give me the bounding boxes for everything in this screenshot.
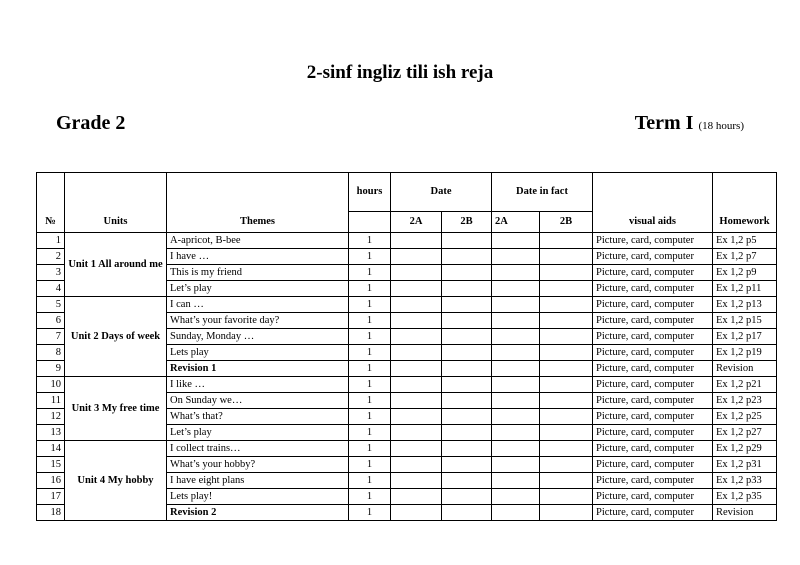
row-number: 12 bbox=[37, 409, 65, 425]
fact-2b-cell bbox=[540, 281, 593, 297]
date-2a-cell bbox=[391, 409, 442, 425]
date-2a-cell bbox=[391, 313, 442, 329]
row-number: 5 bbox=[37, 297, 65, 313]
date-2b-cell bbox=[442, 265, 492, 281]
fact-2b-cell bbox=[540, 361, 593, 377]
homework-cell: Ex 1,2 p31 bbox=[713, 457, 777, 473]
date-2a-cell bbox=[391, 457, 442, 473]
fact-2b-cell bbox=[540, 393, 593, 409]
homework-cell: Ex 1,2 p17 bbox=[713, 329, 777, 345]
date-2a-cell bbox=[391, 329, 442, 345]
theme-cell: Revision 2 bbox=[167, 505, 349, 521]
date-in-fact-header: Date in fact bbox=[492, 173, 593, 212]
row-number: 14 bbox=[37, 441, 65, 457]
homework-cell: Ex 1,2 p19 bbox=[713, 345, 777, 361]
fact-2a-cell bbox=[492, 473, 540, 489]
theme-cell: Let’s play bbox=[167, 281, 349, 297]
hours-cell: 1 bbox=[349, 249, 391, 265]
date-2b-cell bbox=[442, 329, 492, 345]
theme-cell: On Sunday we… bbox=[167, 393, 349, 409]
row-number: 15 bbox=[37, 457, 65, 473]
themes-header: Themes bbox=[167, 212, 349, 233]
date-2b-cell bbox=[442, 233, 492, 249]
visual-aids-cell: Picture, card, computer bbox=[593, 473, 713, 489]
homework-cell: Ex 1,2 p25 bbox=[713, 409, 777, 425]
homework-cell: Ex 1,2 p13 bbox=[713, 297, 777, 313]
hours-header: hours bbox=[349, 173, 391, 212]
visual-aids-cell: Picture, card, computer bbox=[593, 281, 713, 297]
visual-aids-cell: Picture, card, computer bbox=[593, 361, 713, 377]
fact-2b-cell bbox=[540, 457, 593, 473]
theme-cell: What’s your hobby? bbox=[167, 457, 349, 473]
date-2a-cell bbox=[391, 345, 442, 361]
row-number: 18 bbox=[37, 505, 65, 521]
document-title: 2-sinf ingliz tili ish reja bbox=[306, 62, 494, 83]
theme-cell: Lets play bbox=[167, 345, 349, 361]
table-row bbox=[37, 297, 777, 313]
date-2a-cell bbox=[391, 441, 442, 457]
fact-2b-cell bbox=[540, 489, 593, 505]
unit-name: Unit 3 My free time bbox=[65, 377, 167, 441]
date-2b-cell bbox=[442, 361, 492, 377]
visual-aids-cell: Picture, card, computer bbox=[593, 313, 713, 329]
hours-cell: 1 bbox=[349, 233, 391, 249]
table-body bbox=[37, 233, 777, 521]
num-header-top bbox=[37, 173, 65, 212]
theme-cell: Let’s play bbox=[167, 425, 349, 441]
fact-2b-cell bbox=[540, 473, 593, 489]
date-2b-cell bbox=[442, 489, 492, 505]
date-2a-cell bbox=[391, 361, 442, 377]
fact-2a-cell bbox=[492, 489, 540, 505]
homework-cell: Ex 1,2 p7 bbox=[713, 249, 777, 265]
visual-aids-cell: Picture, card, computer bbox=[593, 265, 713, 281]
grade-label: Grade 2 bbox=[56, 112, 126, 134]
theme-cell: Lets play! bbox=[167, 489, 349, 505]
fact-2a-cell bbox=[492, 345, 540, 361]
homework-cell: Ex 1,2 p23 bbox=[713, 393, 777, 409]
visual-aids-cell: Picture, card, computer bbox=[593, 297, 713, 313]
date-2b-cell bbox=[442, 409, 492, 425]
fact-2a-cell bbox=[492, 457, 540, 473]
theme-cell: I collect trains… bbox=[167, 441, 349, 457]
hours-cell: 1 bbox=[349, 313, 391, 329]
units-header: Units bbox=[65, 212, 167, 233]
homework-cell: Revision bbox=[713, 505, 777, 521]
hours-cell: 1 bbox=[349, 281, 391, 297]
fact-2b-cell bbox=[540, 409, 593, 425]
date-2b-cell bbox=[442, 457, 492, 473]
theme-cell: This is my friend bbox=[167, 265, 349, 281]
homework-cell: Ex 1,2 p9 bbox=[713, 265, 777, 281]
fact-2a-header: 2A bbox=[492, 212, 540, 233]
fact-2a-cell bbox=[492, 441, 540, 457]
date-header: Date bbox=[391, 173, 492, 212]
fact-2b-cell bbox=[540, 233, 593, 249]
date-2b-cell bbox=[442, 393, 492, 409]
hours-subheader bbox=[349, 212, 391, 233]
theme-cell: What’s your favorite day? bbox=[167, 313, 349, 329]
fact-2b-header: 2B bbox=[540, 212, 593, 233]
date-2a-cell bbox=[391, 505, 442, 521]
fact-2a-cell bbox=[492, 297, 540, 313]
hours-cell: 1 bbox=[349, 473, 391, 489]
row-number: 2 bbox=[37, 249, 65, 265]
fact-2b-cell bbox=[540, 377, 593, 393]
date-2b-cell bbox=[442, 425, 492, 441]
hours-cell: 1 bbox=[349, 457, 391, 473]
homework-header: Homework bbox=[713, 212, 777, 233]
theme-cell: What’s that? bbox=[167, 409, 349, 425]
date-2b-cell bbox=[442, 297, 492, 313]
hours-cell: 1 bbox=[349, 265, 391, 281]
visual-aids-header-top bbox=[593, 173, 713, 212]
row-number: 7 bbox=[37, 329, 65, 345]
fact-2b-cell bbox=[540, 505, 593, 521]
visual-aids-cell: Picture, card, computer bbox=[593, 505, 713, 521]
theme-cell: I have eight plans bbox=[167, 473, 349, 489]
fact-2b-cell bbox=[540, 345, 593, 361]
visual-aids-cell: Picture, card, computer bbox=[593, 425, 713, 441]
fact-2a-cell bbox=[492, 313, 540, 329]
row-number: 11 bbox=[37, 393, 65, 409]
visual-aids-cell: Picture, card, computer bbox=[593, 441, 713, 457]
hours-cell: 1 bbox=[349, 441, 391, 457]
fact-2b-cell bbox=[540, 249, 593, 265]
date-2a-cell bbox=[391, 249, 442, 265]
date-2a-cell bbox=[391, 377, 442, 393]
term-label bbox=[635, 112, 744, 135]
date-2b-cell bbox=[442, 441, 492, 457]
fact-2a-cell bbox=[492, 505, 540, 521]
hours-cell: 1 bbox=[349, 345, 391, 361]
homework-cell: Ex 1,2 p35 bbox=[713, 489, 777, 505]
row-number: 6 bbox=[37, 313, 65, 329]
date-2b-cell bbox=[442, 249, 492, 265]
hours-cell: 1 bbox=[349, 505, 391, 521]
fact-2a-cell bbox=[492, 233, 540, 249]
date-2a-cell bbox=[391, 393, 442, 409]
hours-cell: 1 bbox=[349, 377, 391, 393]
date-2a-cell bbox=[391, 473, 442, 489]
homework-cell: Revision bbox=[713, 361, 777, 377]
table-row bbox=[37, 377, 777, 393]
fact-2b-cell bbox=[540, 425, 593, 441]
fact-2a-cell bbox=[492, 393, 540, 409]
table-row bbox=[37, 233, 777, 249]
term-name: Term I bbox=[634, 112, 694, 134]
lesson-plan-table bbox=[36, 172, 777, 521]
homework-cell: Ex 1,2 p5 bbox=[713, 233, 777, 249]
row-number: 4 bbox=[37, 281, 65, 297]
date-2b-cell bbox=[442, 473, 492, 489]
homework-cell: Ex 1,2 p33 bbox=[713, 473, 777, 489]
row-number: 13 bbox=[37, 425, 65, 441]
fact-2a-cell bbox=[492, 361, 540, 377]
unit-name: Unit 4 My hobby bbox=[65, 441, 167, 521]
visual-aids-cell: Picture, card, computer bbox=[593, 377, 713, 393]
row-number: 1 bbox=[37, 233, 65, 249]
homework-cell: Ex 1,2 p27 bbox=[713, 425, 777, 441]
date-2a-cell bbox=[391, 265, 442, 281]
hours-cell: 1 bbox=[349, 393, 391, 409]
date-2b-header: 2B bbox=[442, 212, 492, 233]
term-hours: (18 hours) bbox=[698, 120, 744, 132]
theme-cell: I can … bbox=[167, 297, 349, 313]
visual-aids-cell: Picture, card, computer bbox=[593, 393, 713, 409]
date-2b-cell bbox=[442, 505, 492, 521]
theme-cell: I have … bbox=[167, 249, 349, 265]
fact-2a-cell bbox=[492, 265, 540, 281]
hours-cell: 1 bbox=[349, 297, 391, 313]
row-number: 9 bbox=[37, 361, 65, 377]
fact-2a-cell bbox=[492, 329, 540, 345]
table-row bbox=[37, 441, 777, 457]
date-2a-header: 2A bbox=[391, 212, 442, 233]
fact-2b-cell bbox=[540, 441, 593, 457]
date-2b-cell bbox=[442, 345, 492, 361]
date-2a-cell bbox=[391, 297, 442, 313]
homework-cell: Ex 1,2 p11 bbox=[713, 281, 777, 297]
fact-2a-cell bbox=[492, 377, 540, 393]
visual-aids-cell: Picture, card, computer bbox=[593, 249, 713, 265]
fact-2b-cell bbox=[540, 313, 593, 329]
hours-cell: 1 bbox=[349, 329, 391, 345]
theme-cell: A-apricot, B-bee bbox=[167, 233, 349, 249]
date-2a-cell bbox=[391, 281, 442, 297]
date-2a-cell bbox=[391, 489, 442, 505]
fact-2a-cell bbox=[492, 281, 540, 297]
themes-header-top bbox=[167, 173, 349, 212]
homework-header-top bbox=[713, 173, 777, 212]
hours-cell: 1 bbox=[349, 409, 391, 425]
row-number: 8 bbox=[37, 345, 65, 361]
unit-name: Unit 1 All around me bbox=[65, 233, 167, 297]
units-header-top bbox=[65, 173, 167, 212]
hours-cell: 1 bbox=[349, 425, 391, 441]
fact-2b-cell bbox=[540, 297, 593, 313]
theme-cell: Revision 1 bbox=[167, 361, 349, 377]
date-2b-cell bbox=[442, 313, 492, 329]
hours-cell: 1 bbox=[349, 361, 391, 377]
theme-cell: Sunday, Monday … bbox=[167, 329, 349, 345]
fact-2a-cell bbox=[492, 425, 540, 441]
theme-cell: I like … bbox=[167, 377, 349, 393]
homework-cell: Ex 1,2 p15 bbox=[713, 313, 777, 329]
fact-2b-cell bbox=[540, 265, 593, 281]
date-2a-cell bbox=[391, 425, 442, 441]
visual-aids-cell: Picture, card, computer bbox=[593, 489, 713, 505]
visual-aids-cell: Picture, card, computer bbox=[593, 457, 713, 473]
homework-cell: Ex 1,2 p21 bbox=[713, 377, 777, 393]
unit-name: Unit 2 Days of week bbox=[65, 297, 167, 377]
row-number: 3 bbox=[37, 265, 65, 281]
visual-aids-header: visual aids bbox=[593, 212, 713, 233]
date-2b-cell bbox=[442, 377, 492, 393]
visual-aids-cell: Picture, card, computer bbox=[593, 409, 713, 425]
row-number: 16 bbox=[37, 473, 65, 489]
row-number: 10 bbox=[37, 377, 65, 393]
date-2b-cell bbox=[442, 281, 492, 297]
fact-2a-cell bbox=[492, 409, 540, 425]
visual-aids-cell: Picture, card, computer bbox=[593, 329, 713, 345]
num-header: № bbox=[37, 212, 65, 233]
visual-aids-cell: Picture, card, computer bbox=[593, 233, 713, 249]
visual-aids-cell: Picture, card, computer bbox=[593, 345, 713, 361]
row-number: 17 bbox=[37, 489, 65, 505]
hours-cell: 1 bbox=[349, 489, 391, 505]
date-2a-cell bbox=[391, 233, 442, 249]
homework-cell: Ex 1,2 p29 bbox=[713, 441, 777, 457]
fact-2a-cell bbox=[492, 249, 540, 265]
fact-2b-cell bbox=[540, 329, 593, 345]
